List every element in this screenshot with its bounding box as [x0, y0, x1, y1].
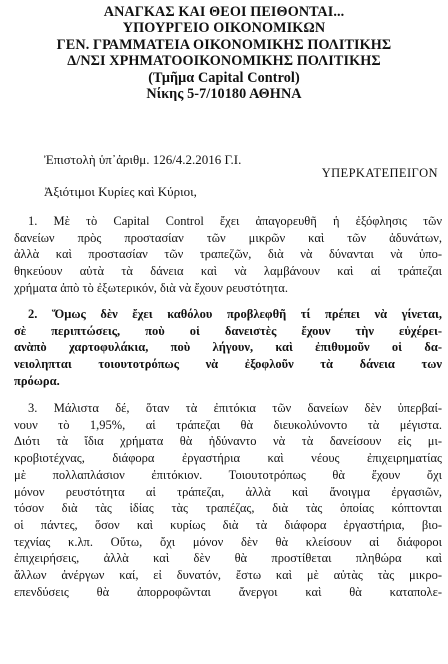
paragraph-3 — [14, 400, 442, 600]
paragraph-line: νουν τὸ 1,95%, αἱ τράπεζαι θὰ διευκολύνοντο τὰ μέγιστα. — [14, 417, 442, 432]
letter-reference: Ἐπιστολὴ ὑπ᾿ἀριθμ. 126/4.2.2016 Γ.Ι. — [44, 152, 242, 167]
letterhead — [0, 4, 448, 102]
paragraph-line: τεχνίας κ.λπ. Οὕτω, ὄχι μόνον δὲν θὰ κλείσουν αἱ διάφοροι — [14, 534, 442, 549]
paragraph-1 — [14, 213, 442, 297]
address-line: Νίκης 5-7/10180 ΑΘΗΝΑ — [146, 86, 302, 103]
paragraph-2 — [14, 306, 442, 390]
general-secretariat-line: ΓΕΝ. ΓΡΑΜΜΑΤΕΙΑ ΟΙΚΟΝΟΜΙΚΗΣ ΠΟΛΙΤΙΚΗΣ — [56, 36, 392, 53]
paragraph-line: επενδύσεις θὰ ἀπορροφῶνται ἄνεργοι καὶ θὰ καταπολε- — [14, 584, 442, 599]
paragraph-line: 3. Μάλιστα δέ, ὅταν τὰ ἐπιτόκια τῶν δανείων δὲν ὑπερβαί- — [28, 401, 442, 415]
paragraph-line: ἄλλων ἀνέργων καί, εἰ δυνατόν, ἔστω καὶ μὲ αὐτὰς τὰς μικρο- — [14, 568, 442, 583]
paragraph-line: χρήματα ἀπὸ τὸ ἐξωτερικόν, διὰ νὰ ἔχουν ρευστότητα. — [14, 280, 288, 295]
paragraph-line: κροβιοτέχνας, διάφορα ἐργαστήρια καὶ νέους ἐπιχειρηματίας — [14, 451, 442, 466]
paragraph-line: ἀλλὰ καὶ προστασίαν τῶν τραπεζῶν, διὰ νὰ δύνανται νὰ ὑπο- — [14, 247, 442, 262]
salutation: Ἀξιότιμοι Κυρίες καὶ Κύριοι, — [44, 184, 197, 199]
paragraph-line: δανείων πρὸς προστασίαν τῶν μικρῶν καὶ τῶν ἀδυνάτων, — [14, 230, 442, 245]
paragraph-line: ανὰπὸ χαρτοφυλάκια, ποὺ λήγουν, καὶ ἐπιθυμοῦν οἱ δα- — [14, 340, 442, 355]
paragraph-line: 2. Ὅμως δὲν ἔχει καθόλου προβλεφθῆ τί πρέπει νὰ γίνεται, — [28, 307, 442, 321]
paragraph-line: τόσον διὰ τὰς ἰδίας τὰς τραπέζας, διὰ τὰς ὁποίας κόπτονται — [14, 501, 442, 516]
paragraph-line: νειοληπται τοιουτοτρόπως νὰ ἐξοφλοῦν τὰ δάνεια των — [14, 357, 442, 372]
paragraph-line: θηκεύουν αὐτὰ τὰ δάνεια καὶ νὰ λαμβάνουν καὶ αἱ τράπεζαι — [14, 264, 442, 279]
paragraph-line: μὲ πολλαπλάσιον ἐπιτόκιον. Τοιουτοτρόπως θὰ ἔχουν ὄχι — [14, 467, 442, 482]
paragraph-line: οἱ πάντες, ὅσον καὶ κυρίως διὰ τὰ διάφορα ἐργαστήρια, βιο- — [14, 517, 442, 532]
paragraph-line: ἐπιχειρήσεις, ἀλλὰ καὶ δὲν θὰ προστίθεται πληθώρα καὶ — [14, 551, 442, 566]
motto-line: ΑΝΑΓΚΑΣ ΚΑΙ ΘΕΟΙ ΠΕΙΘΟΝΤΑΙ... — [103, 4, 345, 20]
paragraph-line: Διότι τὰ ἴδια χρήματα θὰ ἠδύναντο νὰ τὰ δανείσουν εἰς μι- — [14, 434, 442, 449]
ministry-line: ΥΠΟΥΡΓΕΙΟ ΟΙΚΟΝΟΜΙΚΩΝ — [122, 20, 326, 37]
urgency-label: ΥΠΕΡΚΑΤΕΠΕΙΓΟΝ — [321, 166, 438, 180]
department-line: (Τμῆμα Capital Control) — [148, 69, 300, 86]
paragraph-line: σὲ περιπτώσεις, ποὺ οἱ δανειστὲς ἔχουν τὴν εὐχέρει- — [14, 323, 442, 338]
paragraph-line: πρόωρα. — [14, 373, 60, 388]
paragraph-line: μόνον ρευστότητα αἱ τράπεζαι, ἀλλὰ καὶ ἄνοιγμα ἐργασιῶν, — [14, 484, 442, 499]
directorate-line: Δ/ΝΣΙ ΧΡΗΜΑΤΟΟΙΚΟΝΟΜΙΚΗΣ ΠΟΛΙΤΙΚΗΣ — [67, 53, 381, 70]
paragraph-line: 1. Μὲ τὸ Capital Control ἔχει ἀπαγορευθῆ ἡ ἐξόφλησις τῶν — [28, 214, 442, 228]
